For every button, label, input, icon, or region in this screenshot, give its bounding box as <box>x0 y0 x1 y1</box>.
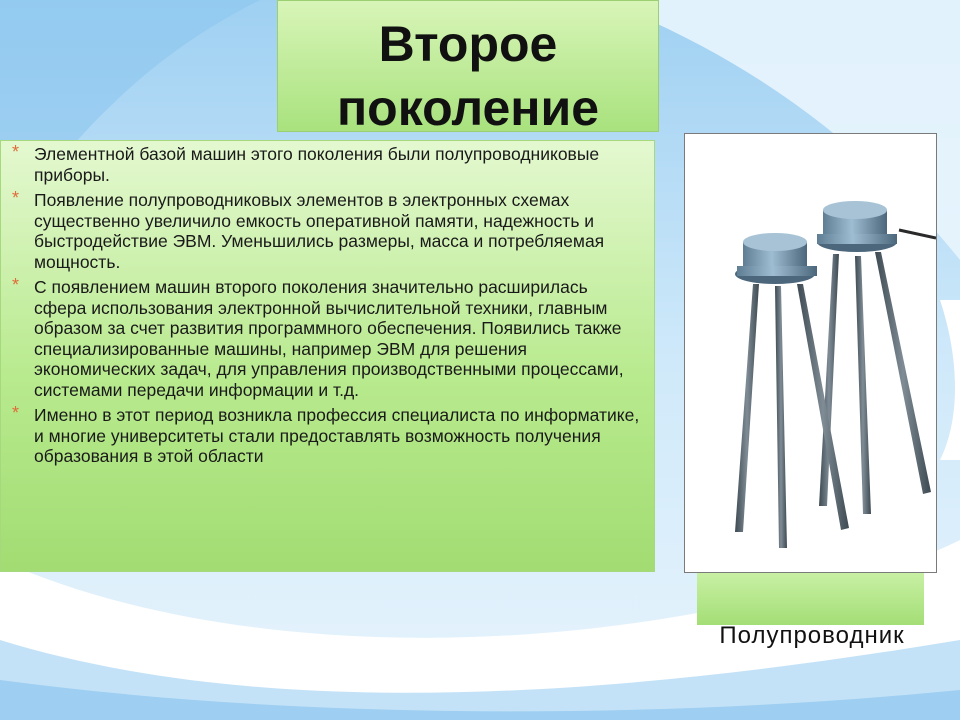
star-bullet-icon: * <box>12 188 20 208</box>
bullet-text: Именно в этот период возникла профессия специалиста по информатике, и многие университеты стали предоставлять возможность получения образования в этой области <box>34 405 640 466</box>
list-item <box>12 405 642 467</box>
semiconductor-image <box>684 133 937 573</box>
bullet-text: С появлением машин второго поколения значительно расширилась сфера использования электронной вычислительной техники, главным образом за счет развития программного обеспечения. Появились также специализированные машины, например ЭВМ для решения экономических задач, для управления производственными процессами, системами передачи информации и т.д. <box>34 277 624 400</box>
list-item <box>12 190 642 272</box>
star-bullet-icon: * <box>12 275 20 295</box>
star-bullet-icon: * <box>12 142 20 162</box>
bullet-text: Появление полупроводниковых элементов в электронных схемах существенно увеличило емкость оперативной памяти, надежность и быстродействие ЭВМ. Уменьшились размеры, масса и потребляемая мощность. <box>34 190 605 272</box>
image-caption: Полупроводник <box>719 622 905 649</box>
list-item <box>12 277 642 400</box>
star-bullet-icon: * <box>12 403 20 423</box>
transistor-illustration <box>685 134 936 572</box>
slide-title: Второе поколение <box>336 16 600 136</box>
bullet-text: Элементной базой машин этого поколения были полупроводниковые приборы. <box>34 144 600 185</box>
list-item <box>12 144 642 185</box>
caption-box <box>697 573 924 625</box>
bullet-list <box>12 144 642 472</box>
